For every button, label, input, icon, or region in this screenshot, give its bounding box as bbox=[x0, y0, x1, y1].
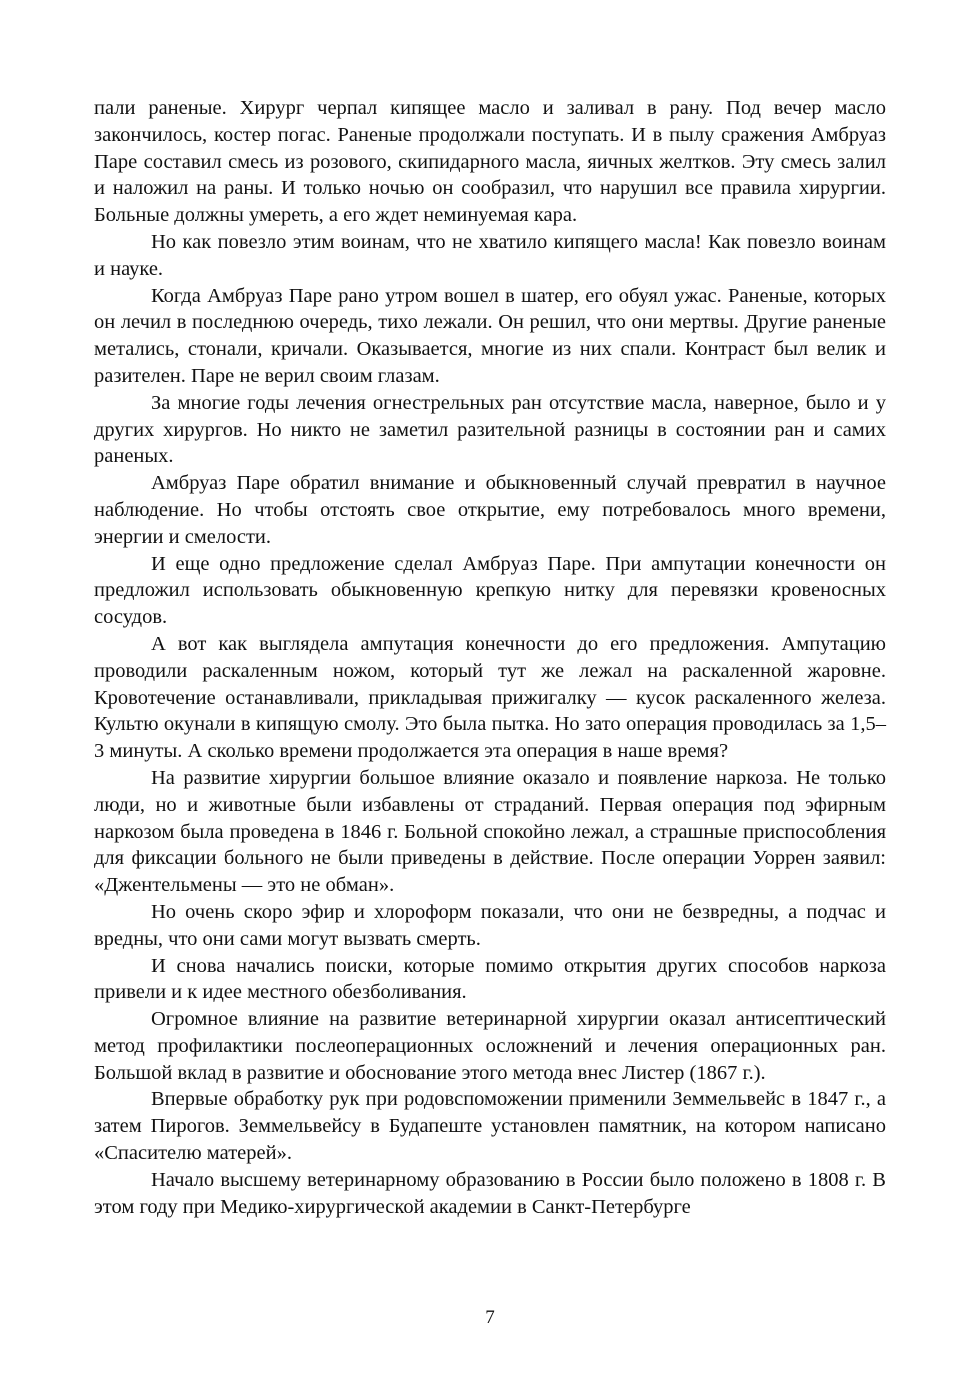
paragraph: И еще одно предложение сделал Амбруаз Паре. При ампутации конечности он предложил использовать обыкновенную крепкую нитку для перевязки кровеносных сосудов. bbox=[94, 552, 886, 629]
paragraph: Когда Амбруаз Паре рано утром вошел в шатер, его обуял ужас. Раненые, которых он лечил в последнюю очередь, тихо лежали. Он решил, что они мертвы. Другие раненые метались, стонали, кричали. Оказывается, многие из них спали. Контраст был велик и разителен. Паре не верил своим глазам. bbox=[94, 284, 886, 387]
paragraph: Но очень скоро эфир и хлороформ показали, что они не безвредны, а подчас и вредны, что они сами могут вызвать смерть. bbox=[94, 900, 886, 950]
paragraph: И снова начались поиски, которые помимо открытия других способов наркоза привели и к идее местного обезболивания. bbox=[94, 954, 886, 1004]
paragraph: На развитие хирургии большое влияние оказало и появление наркоза. Не только люди, но и животные были избавлены от страданий. Первая операция под эфирным наркозом была проведена в 1846 г. Больной спокойно лежал, а страшные приспособления для фиксации больного не были приведены в действие. После операции Уоррен заявил: «Джентельмены — это не обман». bbox=[94, 766, 886, 897]
paragraph: Впервые обработку рук при родовспоможении применили Земмельвейс в 1847 г., а затем Пирогов. Земмельвейсу в Будапеште установлен памятник, на котором написано «Спасителю матерей». bbox=[94, 1088, 886, 1165]
paragraph: Но как повезло этим воинам, что не хватило кипящего масла! Как повезло воинам и науке. bbox=[94, 230, 886, 280]
body-text bbox=[94, 95, 886, 1220]
paragraph: Начало высшему ветеринарному образованию в России было положено в 1808 г. В этом году при Медико-хирургической академии в Санкт-Петербурге bbox=[94, 1168, 886, 1218]
paragraph: Огромное влияние на развитие ветеринарной хирургии оказал антисептический метод профилактики послеоперационных осложнений и лечения операционных ран. Большой вклад в развитие и обоснование этого метода внес Листер (1867 г.). bbox=[94, 1008, 886, 1084]
paragraph: Амбруаз Паре обратил внимание и обыкновенный случай превратил в научное наблюдение. Но чтобы отстоять свое открытие, ему потребовалось много времени, энергии и смелости. bbox=[94, 472, 886, 548]
paragraph: А вот как выглядела ампутация конечности до его предложения. Ампутацию проводили раскаленным ножом, который тут же лежал на раскаленной жаровне. Кровотечение останавливали, прикладывая прижигалку — кусок раскаленного железа. Культю окунали в кипящую смолу. Это была пытка. Но зато операция проводилась за 1,5–3 минуты. А сколько времени продолжается эта операция в наше время? bbox=[94, 632, 886, 763]
page-number: 7 bbox=[485, 1307, 495, 1328]
paragraph: пали раненые. Хирург черпал кипящее масло и заливал в рану. Под вечер масло закончилось, костер погас. Раненые продолжали поступать. И в пылу сражения Амбруаз Паре составил смесь из розового, скипидарного масла, яичных желтков. Эту смесь залил и наложил на раны. И только ночью он сообразил, что нарушил все правила хирургии. Больные должны умереть, а его ждет неминуемая кара. bbox=[94, 97, 886, 227]
paragraph: За многие годы лечения огнестрельных ран отсутствие масла, наверное, было и у других хирургов. Но никто не заметил разительной разницы в состоянии ран и самих раненых. bbox=[94, 391, 886, 468]
